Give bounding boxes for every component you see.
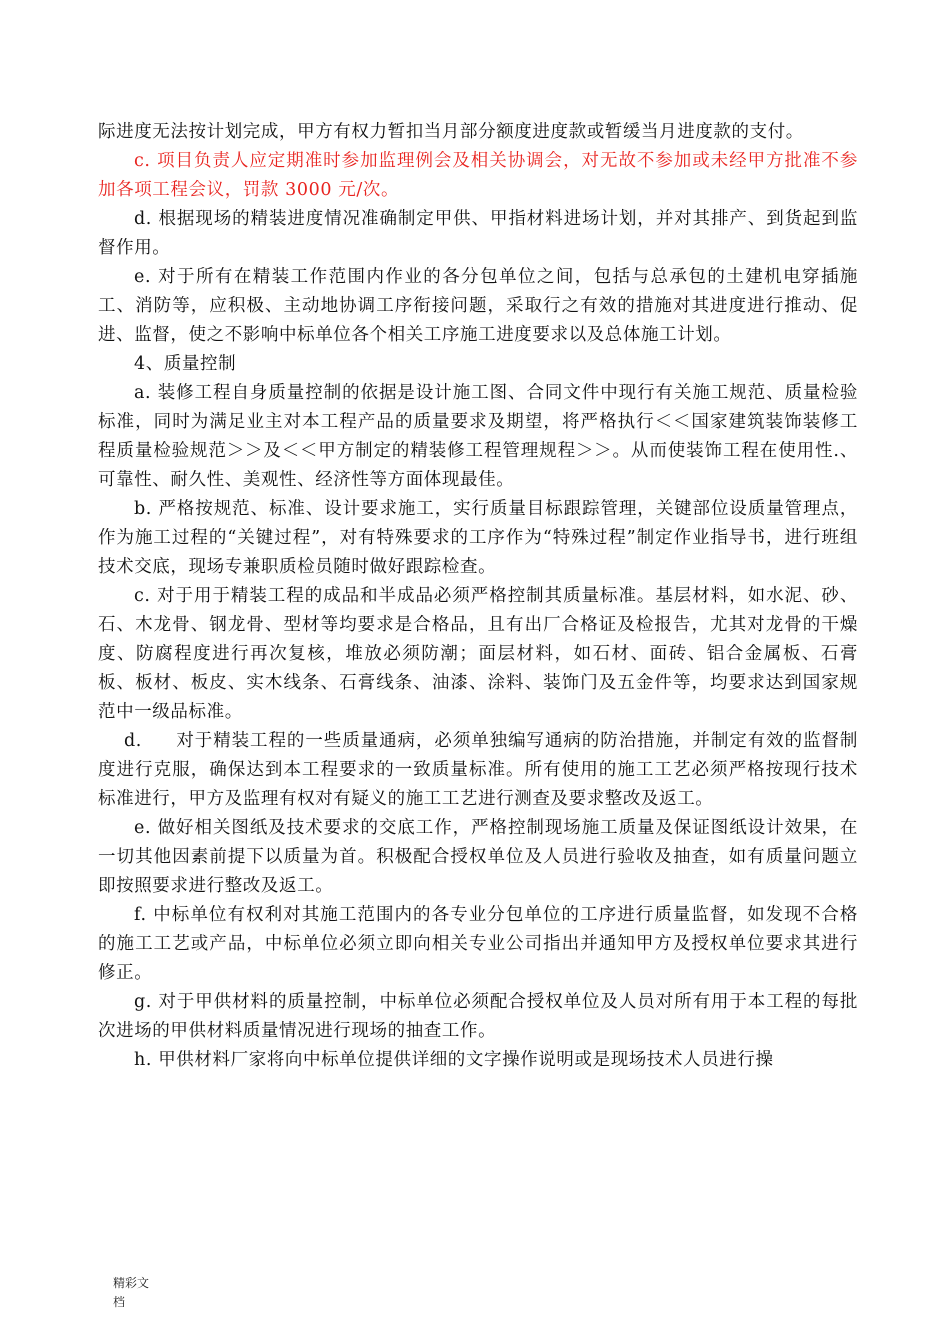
paragraph-d-text: 对于精装工程的一些质量通病，必须单独编写通病的防治措施，并制定有效的监督制度进行克服，确保达到本工程要求的一致质量标准。所有使用的施工工艺必须严格按现行技术标准进行，甲方及监理有权对有疑义的施工工艺进行测查及要求整改及返工。 bbox=[98, 731, 858, 809]
paragraph-f-supervision: f. 中标单位有权利对其施工范围内的各专业分包单位的工序进行质量监督，如发现不合格的施工工艺或产品，中标单位必须立即向相关专业公司指出并通知甲方及授权单位要求其进行修正。 bbox=[98, 905, 858, 983]
paragraph-a-quality-basis: a. 装修工程自身质量控制的依据是设计施工图、合同文件中现行有关施工规范、质量检验标准，同时为满足业主对本工程产品的质量要求及期望，将严格执行＜＜国家建筑装饰装修工程质量检验规范＞＞及＜＜甲方制定的精装修工程管理规程＞＞。从而使装饰工程在使用性.、可靠性、耐久性、美观性、经济性等方面体现最佳。 bbox=[98, 383, 858, 490]
paragraph-e-coordination: e. 对于所有在精装工作范围内作业的各分包单位之间，包括与总承包的土建机电穿插施工、消防等，应积极、主动地协调工序衔接问题，采取行之有效的措施对其进度进行推动、促进、监督，使之不影响中标单位各个相关工序施工进度要求以及总体施工计划。 bbox=[98, 267, 858, 345]
paragraph-c-materials: c. 对于用于精装工程的成品和半成品必须严格控制其质量标准。基层材料，如水泥、砂、石、木龙骨、钢龙骨、型材等均要求是合格品，且有出厂合格证及检报告，尤其对龙骨的干燥度、防腐程度进行再次复核，堆放必须防潮；面层材料，如石材、面砖、铝合金属板、石膏板、板材、板皮、实木线条、石膏线条、油漆、涂料、装饰门及五金件等，均要求达到国家规范中一级品标准。 bbox=[98, 586, 858, 722]
paragraph-d-material-plan: d. 根据现场的精装进度情况准确制定甲供、甲指材料进场计划，并对其排产、到货起到监督作用。 bbox=[98, 209, 858, 258]
paragraph-g-supplied-materials: g. 对于甲供材料的质量控制，中标单位必须配合授权单位及人员对所有用于本工程的每批次进场的甲供材料质量情况进行现场的抽查工作。 bbox=[98, 992, 858, 1041]
paragraph-h-manufacturer: h. 甲供材料厂家将向中标单位提供详细的文字操作说明或是现场技术人员进行操 bbox=[134, 1050, 774, 1070]
paragraph-d-common-defects bbox=[98, 727, 858, 814]
document-page bbox=[98, 118, 858, 1075]
footer-label: 精彩文档 bbox=[113, 1276, 150, 1309]
paragraph-b-standards: b. 严格按规范、标准、设计要求施工，实行质量目标跟踪管理，关键部位设质量管理点，作为施工过程的“关键过程”，对有特殊要求的工序作为“特殊过程”制定作业指导书，进行班组技术交底，现场专兼职质检员随时做好跟踪检查。 bbox=[98, 499, 858, 577]
paragraph-c-penalty: c. 项目负责人应定期准时参加监理例会及相关协调会，对无故不参加或未经甲方批准不参加各项工程会议，罚款 3000 元/次。 bbox=[98, 151, 858, 200]
section-heading-quality-control: 4、质量控制 bbox=[134, 354, 237, 374]
paragraph-d-label: d. bbox=[124, 731, 142, 751]
paragraph-e-disclosure: e. 做好相关图纸及技术要求的交底工作，严格控制现场施工质量及保证图纸设计效果，在一切其他因素前提下以质量为首。积极配合授权单位及人员进行验收及抽查，如有质量问题立即按照要求进行整改及返工。 bbox=[98, 818, 858, 896]
paragraph-continuation: 际进度无法按计划完成，甲方有权力暂扣当月部分额度进度款或暂缓当月进度款的支付。 bbox=[98, 122, 804, 142]
